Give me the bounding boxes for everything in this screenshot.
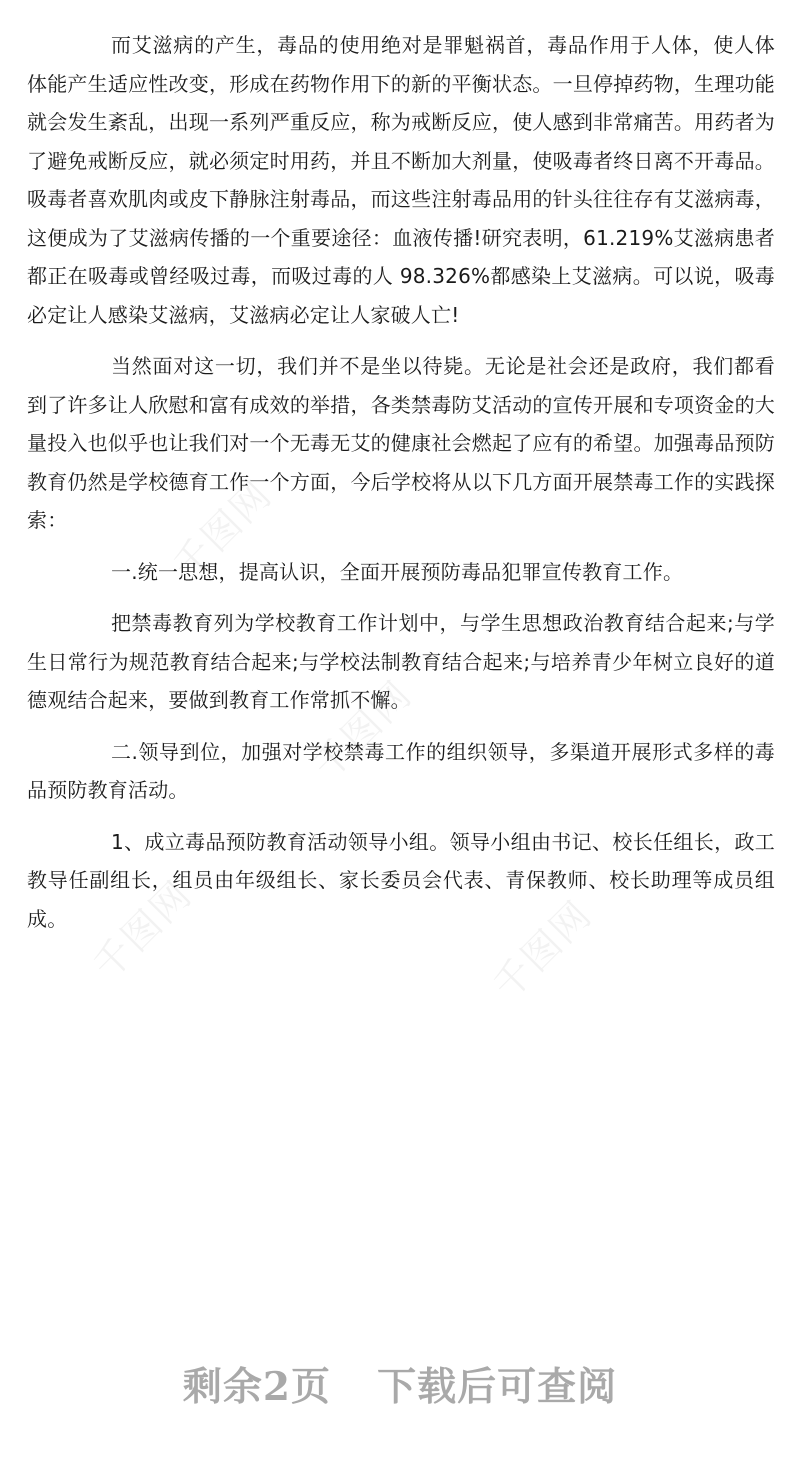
paragraph-leadership-group: 1、成立毒品预防教育活动领导小组。领导小组由书记、校长任组长，政工教导任副组长，组员由年级组长、家长委员会代表、青保教师、校长助理等成员组成。 (27, 829, 775, 931)
download-to-view-label: 下载后可查阅 (377, 1364, 618, 1410)
paragraph-education-plan: 把禁毒教育列为学校教育工作计划中，与学生思想政治教育结合起来;与学生日常行为规范教育结合起来;与学校法制教育结合起来;与培养青少年树立良好的道德观结合起来，要做到教育工作常抓不懈。 (27, 611, 775, 712)
watermark: 千图网 (164, 471, 281, 588)
watermark: 千图网 (304, 671, 421, 788)
paragraph-point-two: 二.领导到位，加强对学校禁毒工作的组织领导，多渠道开展形式多样的毒品预防教育活动。 (27, 739, 775, 802)
download-prompt[interactable] (0, 1356, 800, 1412)
watermark: 千图网 (84, 871, 201, 988)
document-body (27, 26, 775, 938)
watermark: 千图网 (484, 891, 601, 1008)
paragraph-aids-drugs: 而艾滋病的产生，毒品的使用绝对是罪魁祸首，毒品作用于人体，使人体体能产生适应性改变，形成在药物作用下的新的平衡状态。一旦停掉药物，生理功能就会发生紊乱，出现一系列严重反应，称为戒断反应，使人感到非常痛苦。用药者为了避免戒断反应，就必须定时用药，并且不断加大剂量，使吸毒者终日离不开毒品。吸毒者喜欢肌肉或皮下静脉注射毒品，而这些注射毒品用的针头往往存有艾滋病毒，这便成为了艾滋病传播的一个重要途径：血液传播!研究表明，61.219%艾滋病患者都正在吸毒或曾经吸过毒，而吸过毒的人 98.326%都感染上艾滋病。可以说，吸毒必定让人感染艾滋病，艾滋病必定让人家破人亡! (27, 33, 775, 327)
remaining-pages-label: 剩余2页 (182, 1364, 332, 1410)
paragraph-response: 当然面对这一切，我们并不是坐以待毙。无论是社会还是政府，我们都看到了许多让人欣慰和富有成效的举措，各类禁毒防艾活动的宣传开展和专项资金的大量投入也似乎也让我们对一个无毒无艾的健康社会燃起了应有的希望。加强毒品预防教育仍然是学校德育工作一个方面，今后学校将从以下几方面开展禁毒工作的实践探索： (27, 354, 775, 532)
paragraph-point-one: 一.统一思想，提高认识，全面开展预防毒品犯罪宣传教育工作。 (111, 559, 684, 584)
